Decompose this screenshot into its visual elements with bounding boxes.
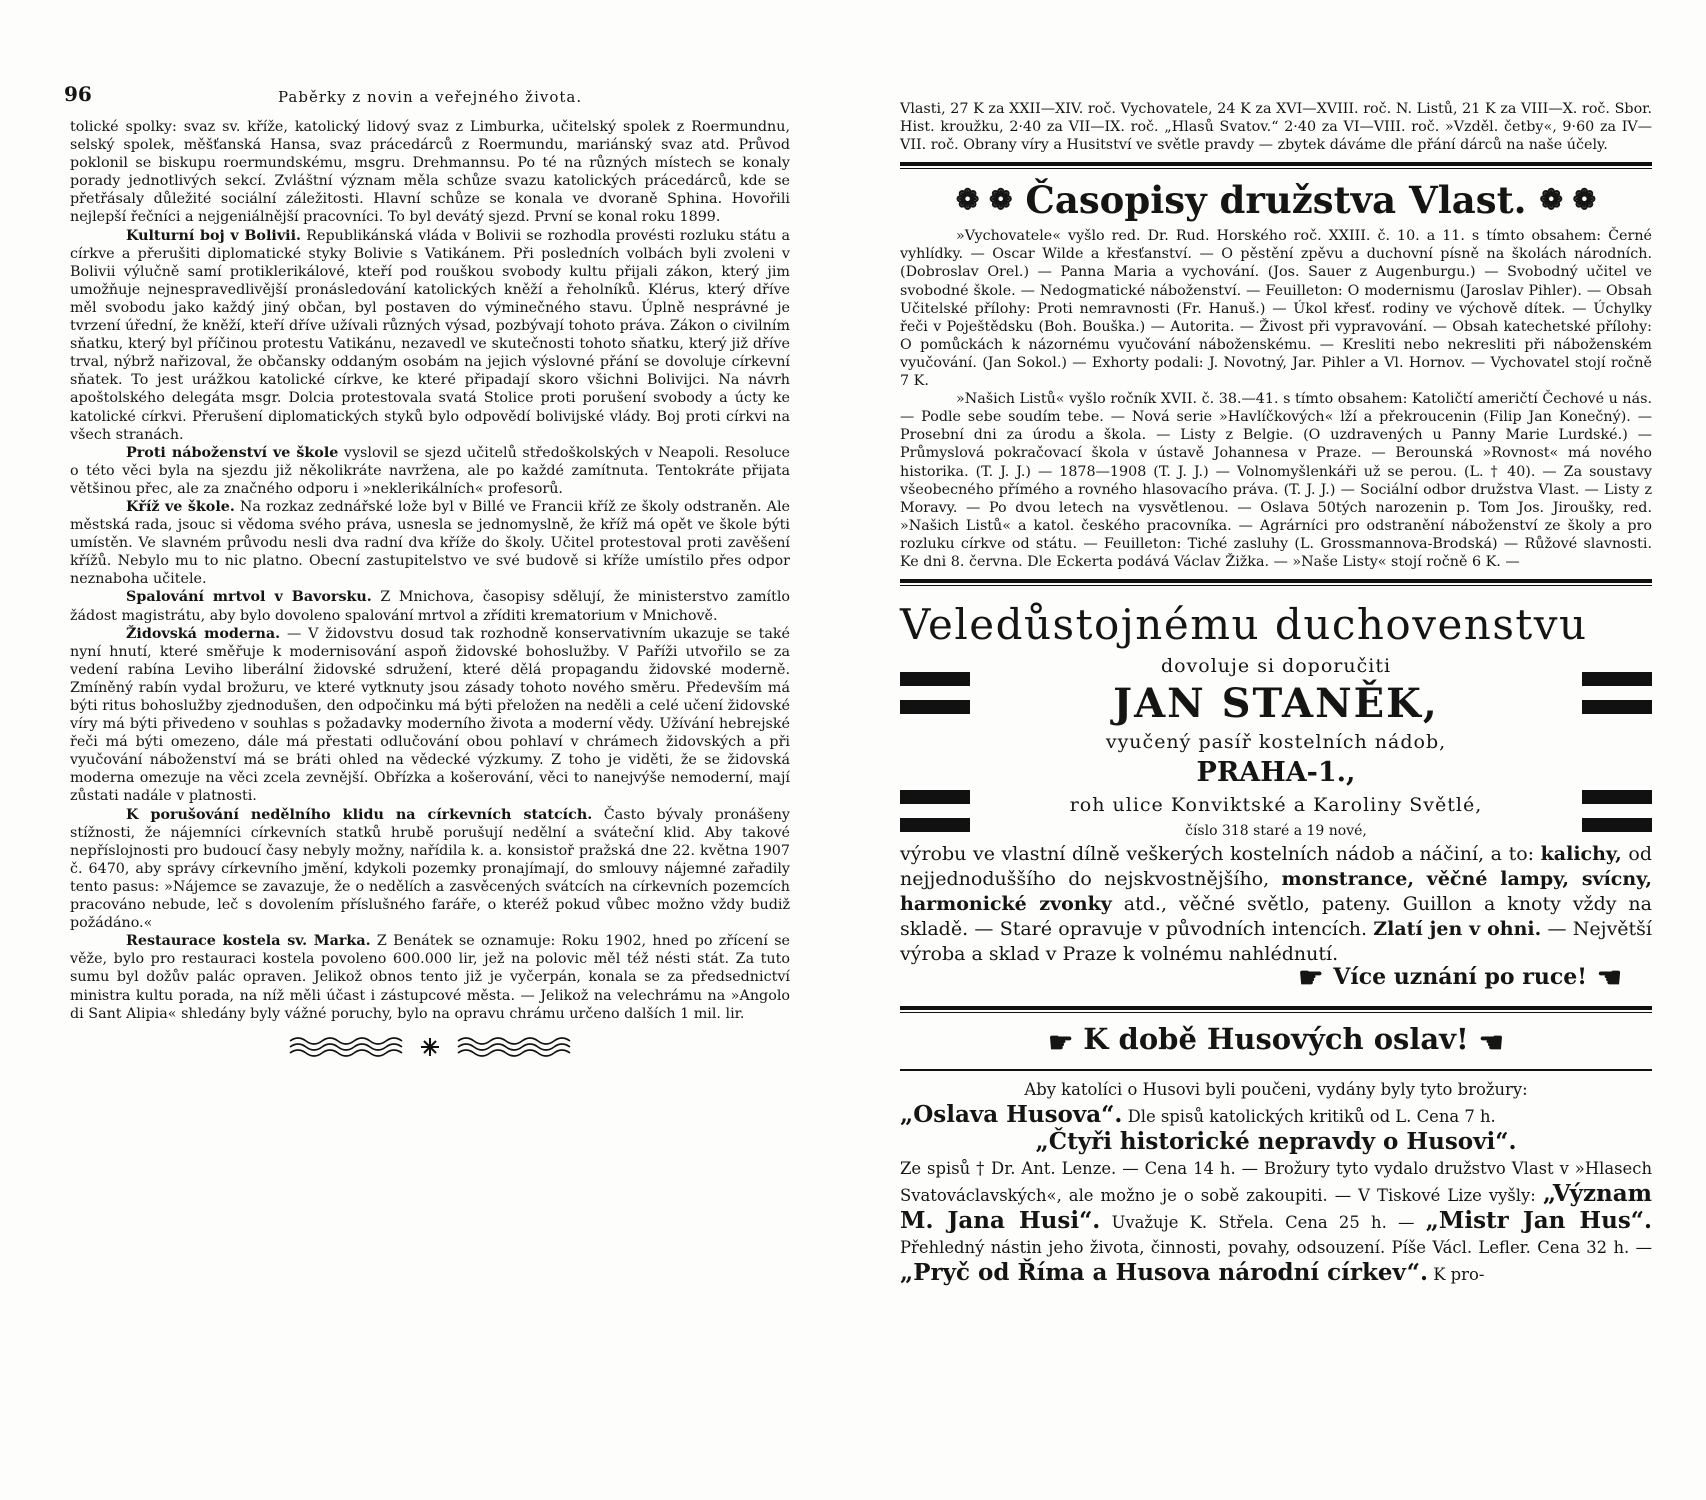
black-bar [900,790,970,804]
ad-address: roh ulice Konviktské a Karoliny Světlé, [1069,794,1483,817]
article-heading: Spalování mrtvol v Bavorsku. [126,589,372,606]
article-text: vyslovil se sjezd učitelů středoškolských v Neapoli. Resoluce o této věci byla na sjezdu již několikráte navržena, ale po každé zamítnuta. Tentokráte přijata většinou přec, ale za značného odporu i »neklerikálních« profesorů. [70,444,790,497]
magazine-vychovatel: »Vychovatele« vyšlo red. Dr. Rud. Horského roč. XXIII. č. 10. a 11. s tímto obsahem: Černé vyhlídky. — Oscar Wilde a křesťanství. — O pěstění zpěvu a duchovní písně na školách národních. (Dobroslav Orel.) — Panna Maria a vychování. (Jos. Sauer z Augenburgu.) — Svobodný učitel ve svobodné škole. — Nedogmatické náboženství. — Feuilleton: O modernismu (Jaroslav Pihler). — Obsah Učitelské přílohy: Proti nemravnosti (Fr. Hanuš.) — Úkol křesť. rodiny ve výchově dítek. — Úchylky řeči v Poještědsku (Boh. Bouška.) — Autorita. — Živost při vypravování. — Obsah katechetské přílohy: O pomůckách k názornému vyučování náboženskému. — Kresliti nebo nekresliti při náboženském vyučování. (Jan Sokol.) — Exhorty podali: J. Novotný, Jar. Pihler a Vl. Hornov. — Vychovatel stojí ročně 7 K. [900,228,1652,390]
ad-bold-text: Zlatí jen v ohni. [1373,918,1542,941]
article-st-mark [70,932,790,1022]
black-bar [1582,790,1652,804]
ad-body [900,842,1652,967]
pointing-hand-icon: ☚ [1596,961,1622,995]
brochure-text: K pro- [1433,1265,1485,1285]
pointing-hand-icon: ☛ [1298,961,1324,995]
article-heading: Židovská moderna. [126,625,281,642]
divider [900,162,1652,169]
brochure-text: Přehledný nástin jeho života, činnosti, povahy, odsouzení. Píše Václ. Lefler. Cena 32 h. — [900,1238,1652,1258]
running-title: Paběrky z novin a veřejného života. [278,88,583,106]
article-bolivia [70,227,790,444]
brochure-text: Dle spisů katolických kritiků od L. Cena 7 h. [1127,1107,1496,1127]
end-ornament [70,1033,790,1063]
brochure-text: Ze spisů † Dr. Ant. Lenze. — Cena 14 h. — Brožury tyto vydalo družstvo Vlast v »Hlasech Svatováclavských«, ale možno je o sobě zakoupiti. — V Tiskové Lize vyšly: [900,1159,1652,1206]
brochure-text: Uvažuje K. Střela. Cena 25 h. — [1111,1213,1415,1233]
magazine-nase-listy: »Našich Listů« vyšlo ročník XVII. č. 38.—41. s tímto obsahem: Katoličtí američtí Čechové u nás. — Podle sebe soudím tebe. — Nová serie »Havlíčkových« lží a překroucenin (Filip Jan Konečný). — Prosební dni za úrodu a škola. — Listy z Belgie. (O uzdravených u Panny Marie Lurdské.) — Průmyslová pokračovací škola v ústavě Johannesa v Praze. — Berounská »Rovnost« má nového historika. (T. J. J.) — 1878—1908 (T. J. J.) — Volnomyšlenkáři už se perou. (L. † 40). — Za soustavy všeobecného přímého a rovného hlasovacího práva. (T. J. J.) — Sociální odbor družstva Vlast. — Listy z Moravy. — Po dvou letech na vysvětlenou. — Oslava 50tých narozenin p. Tom Jos. Jiroušky, red. »Našich Listů« a katol. českého pracovníka. — Agrárníci pro odstranění náboženství ze školy a pro rozluku církve od státu. — Feuilleton: Tiché zasluhy (L. Grossmannova-Brodská) — Růžové slavnosti. Ke dni 8. června. Dle Eckerta podává Václav Žižka. — »Naše Listy« stojí ročně 6 K. — [900,391,1652,570]
hus-title-2 [900,1129,1652,1156]
ad-text: výrobu ve vlastní dílně veškerých kostelních nádob a náčiní, a to: [900,843,1535,866]
ad-bold-text: kalichy, [1540,843,1622,866]
article-sunday-rest [70,806,790,933]
hus-intro: Aby katolíci o Husovi byli poučeni, vydány byly tyto brožury: [1024,1080,1528,1100]
black-bar [1582,672,1652,686]
black-bar [900,818,970,832]
ad-house-number: číslo 318 staré a 19 nové, [1185,823,1367,840]
article-heading: Proti náboženství ve škole [126,444,339,461]
flower-ornament-icon: ❁ ❁ [1539,183,1597,217]
ad-name: JAN STANĚK, [1113,680,1439,728]
article-jewish-modern [70,625,790,806]
paragraph: tolické spolky: svaz sv. kříže, katolický lidový svaz z Limburka, učitelský spolek z Roermundnu, selský spolek, měšťanská Hansa, svaz prácedárců z Roermundu, mariánský svaz atd. Průvod poklonil se biskupu roermundskému, msgru. Drehmannsu. Po té na různých místech se konaly porady jednotlivých sekcí. Zvláštní význam měla schůze svazu katolických prácedárců, kde se přetřásaly důležité sociální záležitosti. Hlavní schůze se konala ve dvoraně Sphina. Hovořili nejlepší řečníci a nejgeniálnější pracovníci. To byl devátý sjezd. První se konal roku 1899. [70,119,790,226]
article-text: Z Benátek se oznamuje: Roku 1902, hned po zřícení se věže, bylo pro restauraci kostela povoleno 600.000 lir, jež na polovic měl též nésti stát. Za tuto sumu byl dožův palác opraven. Jelikož obnos tento již je vyčerpán, konala se za předsednictví ministra kultu porada, na níž měli účast i zástupcové města. — Jelikož na velechrámu na »Angolo di Sant Alipia« shledány byly vážné poruchy, bylo na opravu chrámu určeno dalších 1 mil. lir. [70,933,790,1022]
black-bar [900,672,970,686]
ad-title: Veledůstojnému duchovenstvu [900,600,1588,650]
article-heading: K porušování nedělního klidu na církevních statcích. [126,806,593,823]
article-text: Republikánská vláda v Bolivii se rozhodla provésti rozluku státu a církve a přerušiti diplomatické styky Bolivie s Vatikánem. Při posledních volbách byli zvoleni v Bolivii výlučně samí protiklerikálové, kteří pod rouškou svobody kultu přijali zákon, který jim umožňuje nejnespravedlivější pronásledování katolických kněží a řeholníků. Klérus, který dříve měl svobodu jako každý jiný občan, byl postaven do výminečného stavu. Úplně nesprávné je tvrzení úřední, že kněží, kteří dříve užívali různých výsad, pozbývají tohoto práva. Zákon o civilním sňatku, který byl příčinou protestu Vatikánu, nezavedl ve skutečnosti tohoto sňatku, který již dříve trval, nýbrž nařizoval, že občansky oddaným osobám na jejich výslovné přání se dovoluje církevní sňatek. To jest urážkou katolické církve, ke které připadají skoro všichni Bolivijci. Na návrh apoštolského delegáta msgr. Dolcia protestovala svatá Stolice proti porušení svobody a úcty ke katolické církvi. Přerušení diplomatických styků bylo odpovědí bolivijské vlády. Boj proti církvi na všech stranách. [70,227,790,443]
ad-trade: vyučený pasíř kostelních nádob, [1105,731,1447,754]
divider [900,1069,1652,1071]
right-page [900,0,1652,1287]
black-bar [1582,700,1652,714]
article-text: — V židovstvu dosud tak rozhodně konservativním ukazuje se také nyní hnutí, které směřuje k modernisování aspoň židovské bohoslužby. V Paříži utvořilo se za vedení rabína Leviho liberální židovské sdružení, které dělá propagandu židovské moderně. Zmíněný rabín vydal brožuru, ve které vytknuty jsou zásady tohoto nového směru. Především má býti ritus bohoslužby zjednodušen, den odpočinku má býti přeložen na neděli a celé učení židovské víry má býti přivedeno v souhlas s požadavky moderního života a moderní vědy. Užívání hebrejské řeči má býti omezeno, dále má přestati odlučování obou pohlaví v chrámech židovských a při vyučování náboženství má se bráti ohled na vědecké výzkumy. Z toho je viděti, že se židovská moderna omezuje na věci zcela zevnější. Obřízka a košerování, věci to nanejvýše nemoderní, mají zůstati nadále v platnosti. [70,625,791,805]
divider [900,1006,1652,1013]
pointing-hand-icon: ☚ [1478,1026,1504,1060]
ad-text: — Největší výroba a sklad v Praze k volnému nahlédnutí. [900,918,1653,966]
article-naples [70,444,790,498]
page-header [64,78,790,118]
left-page [64,0,791,1063]
page-number: 96 [64,82,92,106]
article-text: Často bývaly pronášeny stížnosti, že nájemníci církevních statků hrubě porušují nedělní a sváteční klid. Aby takové nepříslojnosti pro budoucí časy nebyly možny, nařídila k. a. konsistoř pražská dne 22. května 1907 č. 6470, aby správy církevního jmění, kdykoli pozemky pronajímají, do smlouvy nájemné zařadily tento pasus: »Nájemce se zavazuje, že o nedělích a zasvěcených svátcích na církevních pozemcích pracováno nebude, leč s dovolením příslušného faráře, o kteréž pokud vůbec možno vždy budiž požádáno.« [70,806,790,932]
black-bar [1582,818,1652,832]
article-cremation [70,588,790,624]
ad-city: PRAHA-1., [1196,757,1356,789]
section-heading [900,175,1652,225]
article-heading: Restaurace kostela sv. Marka. [126,933,371,950]
ad-intro-row [900,652,1652,728]
divider [900,579,1652,586]
article-text: Na rozkaz zednářské lože byl v Billé ve Francii kříž ze školy odstraněn. Ale městská rada, jsouc si vědoma svého práva, usnesla se jednomyslně, že kříž má opět ve škole býti umístěn. Ve slavném průvodu nesli dva radní dva kříže do školy. Učitel protestoval proti zavěšení křížů. Nebylo mu to nic platno. Obecní zastupitelstvo ve své budově si kříže umístilo přes odpor neznaboha učitele. [70,498,790,588]
article-heading: Kulturní boj v Bolivii. [126,227,301,244]
article-cross [70,498,790,588]
hus-title-1 [900,1102,1652,1129]
article-text: Z Mnichova, časopisy sdělují, že ministerstvo zamítlo žádost magistrátu, aby bylo dovoleno spalování mrtvol a zříditi krematorium v Mnichově. [70,589,791,624]
heading-text: K době Husových oslav! [1083,1022,1469,1057]
brochure-title: „Význam M. Jana Husi“. [900,1180,1653,1235]
ad-intro: dovoluje si doporučiti [1160,655,1392,678]
hus-heading [900,1017,1652,1065]
heading-text: Časopisy družstva Vlast. [1025,178,1527,223]
ad-footer-text: Více uznání po ruce! [1333,964,1587,991]
ad-text: od nejjednoduššího do nejskvostnějšího, [900,843,1652,891]
brochure-title: „Oslava Husova“. [900,1101,1123,1129]
brochure-title: „Pryč od Říma a Husova národní církev“. [900,1259,1428,1287]
brochure-title: „Mistr Jan Hus“. [1425,1207,1652,1235]
brochure-title: „Čtyři historické nepravdy o Husovi“. [1035,1128,1517,1156]
donations-paragraph: Vlasti, 27 K za XXII—XIV. roč. Vychovatele, 24 K za XVI—XVIII. roč. N. Listů, 21 K za VIII—X. roč. Sbor. Hist. kroužku, 2·40 za VII—IX. roč. „Hlasů Svatov.“ 2·40 za VI—VIII. roč. »Vzděl. četby«, 9·60 za IV—VII. roč. Obrany víry a Husitství ve světle pravdy — zbytek dáváme dle přání dárců na naše účely. [900,101,1652,154]
ad-trade-row [900,728,1652,842]
article-heading: Kříž ve škole. [126,498,235,515]
pointing-hand-icon: ☛ [1048,1026,1074,1060]
flower-ornament-icon: ❁ ❁ [955,183,1013,217]
ad-text: atd., věčné světlo, pateny. Guillon a knoty vždy na skladě. — Staré opravuje v původních intencích. [900,893,1652,941]
ad-bold-text: monstrance, věčné lampy, svícny, harmonické zvonky [900,868,1652,916]
black-bar [900,700,970,714]
wave-ornament-icon [280,1033,580,1057]
hus-paragraph [900,1156,1652,1287]
